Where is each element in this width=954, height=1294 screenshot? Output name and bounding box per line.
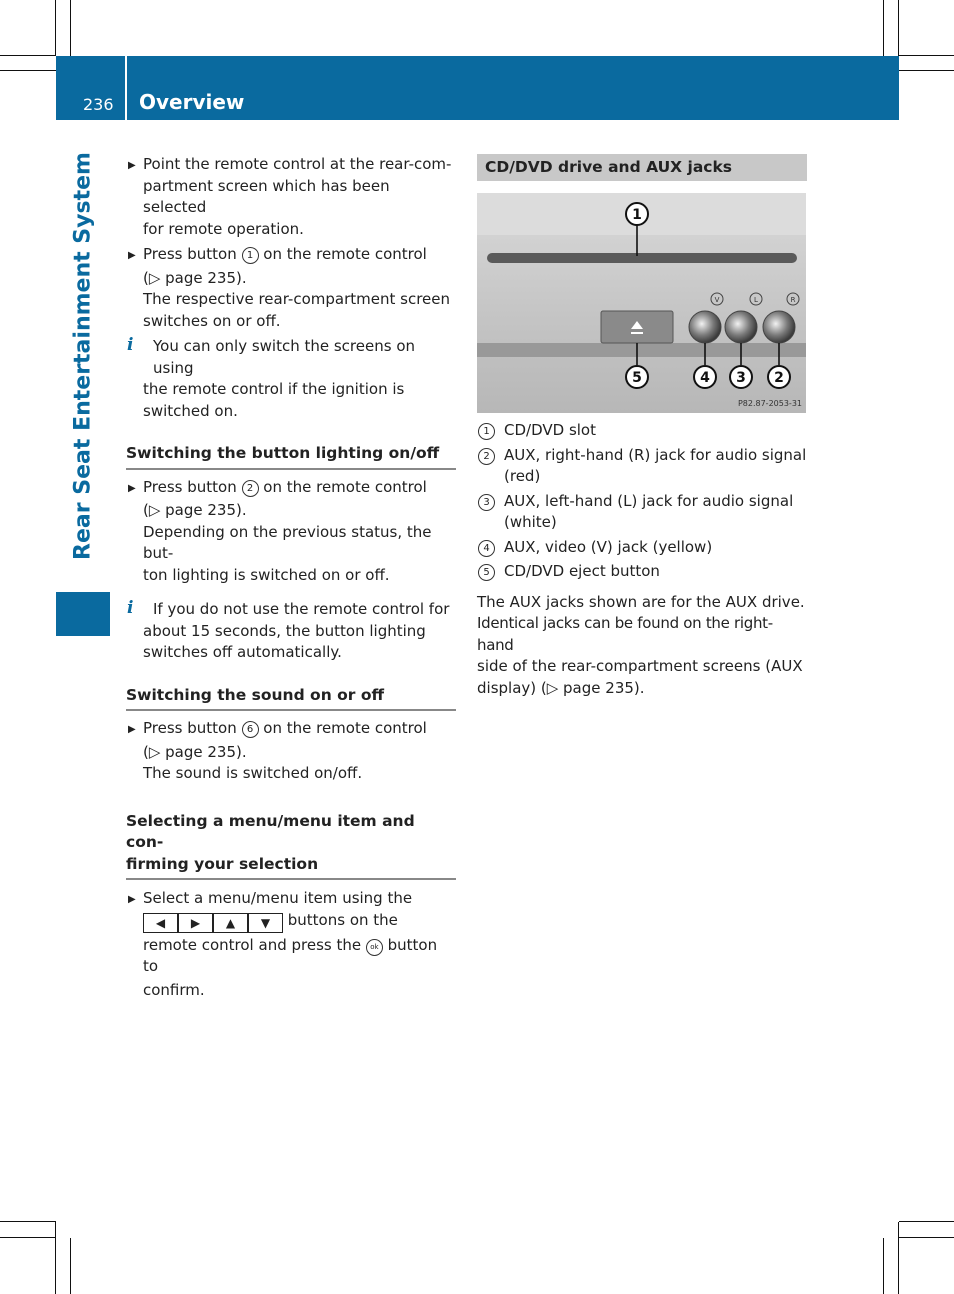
heading-line: Selecting a menu/menu item and con- [126,811,415,851]
crop-mark [883,0,884,56]
text-span: Press button [143,245,242,263]
callout-3 [730,366,752,388]
crop-mark [898,0,899,56]
page-title: Overview [139,90,245,114]
legend-number-icon: 4 [478,540,495,557]
panel-lower-band [477,343,806,357]
instruction-step [126,154,456,240]
callout-number: 1 [632,207,642,223]
button-number-icon: 1 [242,247,259,264]
legend-number-icon: 1 [478,423,495,440]
text-line: The sound is switched on/off. [143,764,363,782]
crop-mark [883,1238,884,1294]
ok-button-icon: ok [366,939,383,956]
legend-text: CD/DVD slot [504,421,596,439]
left-column [126,154,456,1001]
text-line: Point the remote control at the rear-com- [143,155,452,173]
text-span: Press button [143,719,242,737]
button-number-icon: 6 [242,721,259,738]
text-line: Identical jacks can be found on the right-hand [477,614,773,654]
text-span: on the remote control [258,477,427,496]
text-span: button to [143,935,438,975]
callout-2 [768,366,790,388]
legend-number-icon: 2 [478,448,495,465]
legend-text: AUX, left-hand (L) jack for audio signal [504,491,794,510]
page-reference: (▷ page 235). [143,268,247,287]
callout-number: 2 [774,370,784,386]
text-span: on the remote control [258,719,427,737]
jack-label-text: L [754,296,758,304]
callout-number: 5 [632,370,642,386]
header-divider [125,56,127,120]
page-header [56,56,899,120]
crop-mark [0,55,56,56]
callout-number: 4 [700,370,710,386]
info-note [126,336,456,422]
aux-jack-right [763,311,795,343]
jack-label-text: R [790,296,796,304]
legend-item [477,561,807,583]
crop-mark [0,1221,56,1222]
crop-mark [55,1222,56,1294]
right-column [477,154,807,699]
step-arrow-icon: ▶ [128,894,136,905]
section-tab [56,592,110,636]
text-line: The AUX jacks shown are for the AUX drive. [477,592,805,611]
section-heading: CD/DVD drive and AUX jacks [477,154,807,181]
crop-mark [0,1237,56,1238]
crop-mark [899,1237,954,1238]
cd-dvd-drive-diagram [477,193,806,413]
legend-text: (white) [504,513,557,531]
section-heading: Switching the sound on or off [126,685,456,712]
legend-text: (red) [504,467,541,485]
crop-mark [70,0,71,56]
step-arrow-icon: ▶ [128,724,136,735]
text-line: side of the rear-compartment screens (AUX [477,657,803,675]
legend-item [477,537,807,559]
info-note [126,599,456,664]
step-arrow-icon: ▶ [128,250,136,261]
text-line: Select a menu/menu item using the [143,889,413,907]
step-arrow-icon: ▶ [128,160,136,171]
callout-4 [694,366,716,388]
crop-mark [898,1222,899,1294]
legend-number-icon: 5 [478,564,495,581]
text-line: ton lighting is switched on or off. [143,565,390,584]
text-line: for remote operation. [143,219,304,238]
cd-slot [487,253,797,263]
text-line: You can only switch the screens on using [153,337,416,377]
crop-mark [0,70,56,71]
crop-mark [899,55,954,56]
page-reference: (▷ page 235). [143,501,247,519]
page-number: 236 [83,95,114,114]
text-line: confirm. [143,980,205,999]
legend-text: AUX, right-hand (R) jack for audio signal [504,445,807,464]
section-heading [126,811,456,881]
text-line: switches on or off. [143,311,281,330]
section-title: Rear Seat Entertainment System [70,152,96,560]
text-line: If you do not use the remote control for [153,600,450,618]
text-span: remote control and press the [143,935,366,954]
text-span: Press button [143,477,242,496]
instruction-step [126,244,456,332]
text-line: display) (▷ page 235). [477,678,645,697]
instruction-step [126,888,456,1001]
text-line: switched on. [143,401,238,420]
legend-item [477,491,807,534]
callout-number: 3 [736,370,746,386]
callout-5 [626,366,648,388]
up-arrow-button-icon: ▲ [213,913,248,933]
step-arrow-icon: ▶ [128,482,136,494]
info-icon: i [127,335,134,355]
crop-mark [55,0,56,56]
crop-mark [899,70,954,71]
legend-item [477,445,807,488]
text-line: switches off automatically. [143,643,342,661]
body-paragraph [477,592,807,700]
legend-text: CD/DVD eject button [504,562,660,580]
callout-1 [626,203,648,225]
text-line: about 15 seconds, the button lighting [143,621,426,640]
crop-mark [899,1221,954,1222]
left-arrow-button-icon: ◀ [143,913,178,933]
text-line: The respective rear-compartment screen [143,290,451,308]
image-code: P82.87-2053-31 [737,399,802,408]
section-sidebar [56,120,110,592]
instruction-step [126,718,456,785]
legend-list [477,420,807,583]
text-span: buttons on the [283,910,398,929]
heading-line: firming your selection [126,854,319,873]
jack-label-text: V [714,296,720,304]
text-line: the remote control if the ignition is [143,380,405,398]
page-reference: (▷ page 235). [143,742,247,761]
section-heading: Switching the button lighting on/off [126,443,456,470]
aux-jack-video [689,311,721,343]
text-line: Depending on the previous status, the but- [143,522,432,562]
right-arrow-button-icon: ▶ [178,913,213,933]
crop-mark [70,1238,71,1294]
button-number-icon: 2 [242,480,259,497]
legend-number-icon: 3 [478,494,495,511]
text-span: on the remote control [258,245,427,263]
legend-item [477,420,807,442]
instruction-step [126,477,456,587]
legend-text: AUX, video (V) jack (yellow) [504,537,713,556]
info-icon: i [127,598,134,618]
aux-jack-left [725,311,757,343]
down-arrow-button-icon: ▼ [248,913,283,933]
text-line: partment screen which has been selected [143,176,390,216]
